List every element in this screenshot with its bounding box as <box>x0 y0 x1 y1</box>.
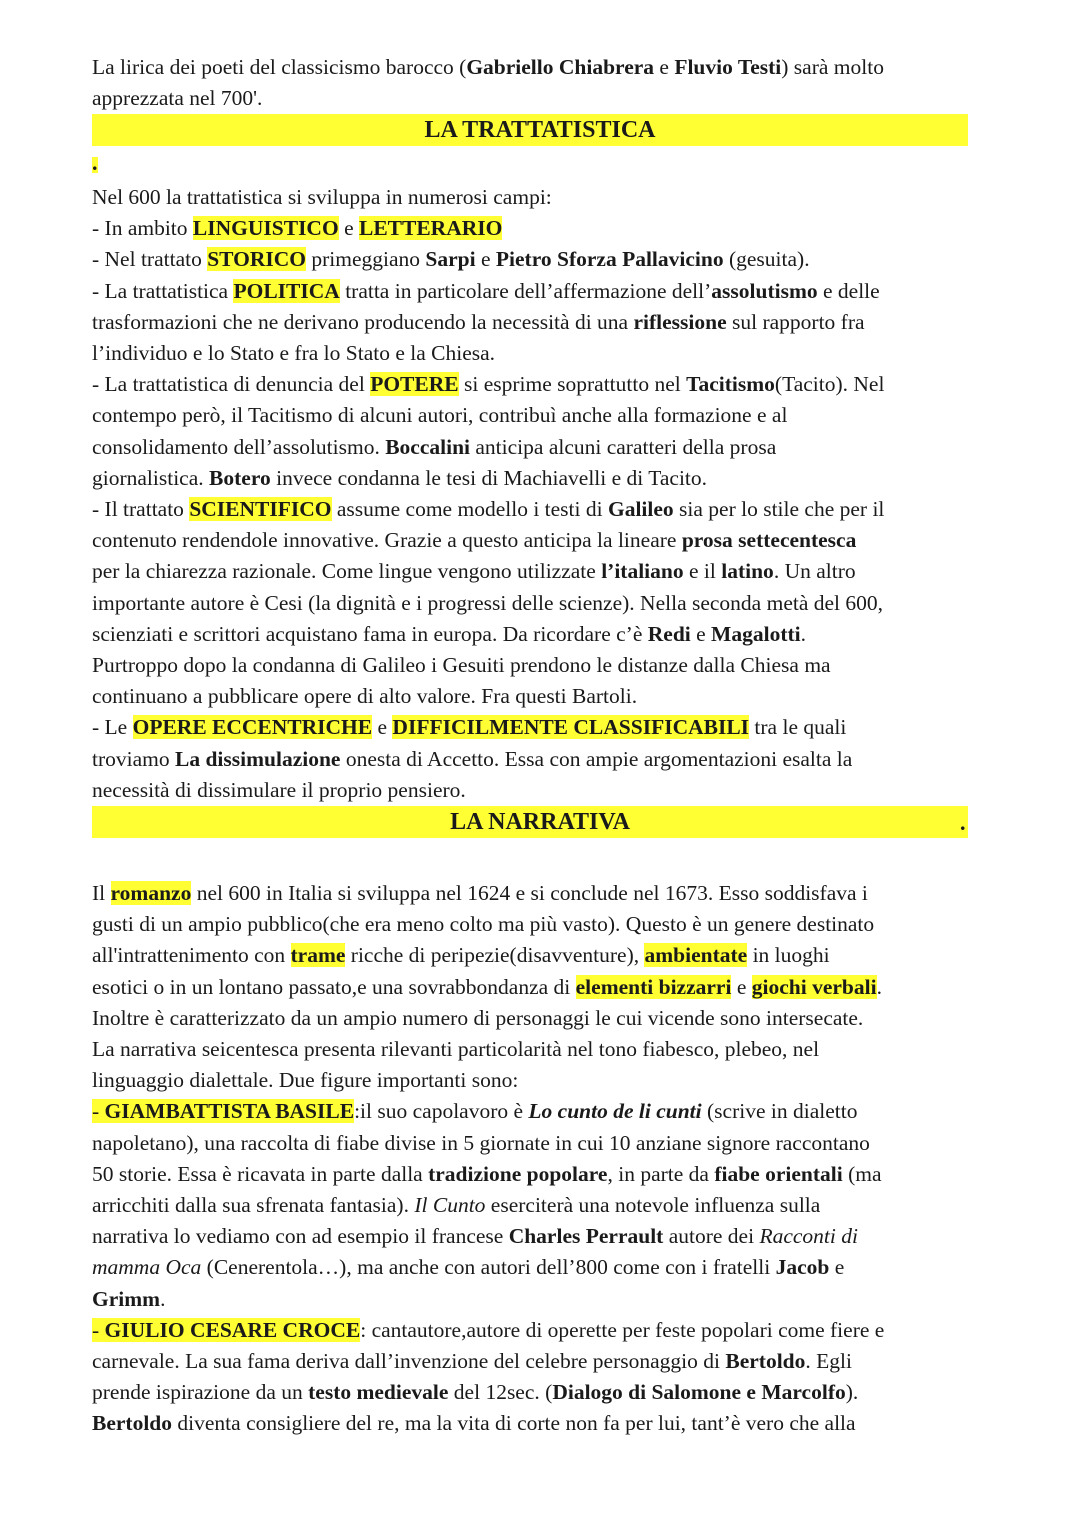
bold-term: Dialogo di Salomone e Marcolfo <box>552 1380 846 1405</box>
text-run: e <box>372 715 393 740</box>
text-run: narrativa lo vediamo con ad esempio il francese <box>92 1224 509 1249</box>
text-run: diventa consigliere del re, ma la vita di corte non fa per lui, tant’è vero che alla <box>172 1411 856 1436</box>
text-run: - Nel trattato <box>92 247 208 272</box>
text-line <box>92 1284 165 1315</box>
text-run: Racconti di <box>759 1224 858 1249</box>
text-run: mamma Oca <box>92 1255 202 1280</box>
bold-term: Tacitismo <box>686 372 775 397</box>
text-run: eserciterà una notevole influenza sulla <box>485 1193 821 1217</box>
highlighted-term: OPERE ECCENTRICHE <box>132 715 373 740</box>
text-line <box>92 276 880 307</box>
bold-term: l’italiano <box>601 559 684 584</box>
text-line <box>92 525 856 556</box>
text-line <box>92 744 852 775</box>
text-run: contempo però, il Tacitismo di alcuni autori, contribuì anche alla formazione e al <box>92 403 788 428</box>
text-run: assume come modello i testi di <box>331 497 608 521</box>
text-run: e <box>338 216 359 241</box>
text-run: arricchiti dalla sua sfrenata fantasia). <box>92 1193 415 1217</box>
text-line <box>92 1190 820 1221</box>
text-run: scienziati e scrittori acquistano fama in europa. Da ricordare c’è <box>92 621 648 646</box>
text-run: per la chiarezza razionale. Come lingue vengono utilizzate <box>92 559 602 584</box>
bold-term: latino <box>721 559 774 584</box>
text-run: tratta in particolare dell’affermazione dell’ <box>339 278 712 303</box>
text-run: in luoghi <box>747 943 830 968</box>
text-run: linguaggio dialettale. Due figure importanti sono: <box>92 1068 519 1093</box>
text-line <box>92 1096 857 1127</box>
highlighted-term: POTERE <box>370 372 459 397</box>
text-run: ). <box>845 1380 859 1405</box>
text-run: Il <box>92 881 111 905</box>
text-run: giornalistica. <box>92 465 210 490</box>
text-run: - La trattatistica <box>92 278 234 303</box>
highlighted-term: SCIENTIFICO <box>189 497 332 521</box>
text-run: prende ispirazione da un <box>92 1380 309 1405</box>
bold-term: Redi <box>647 621 691 646</box>
text-line <box>92 588 883 619</box>
text-run: , in parte da <box>607 1161 715 1186</box>
highlighted-term: LINGUISTICO <box>192 216 339 241</box>
highlighted-term: GIULIO CESARE CROCE <box>104 1317 361 1342</box>
bold-term: tradizione popolare <box>428 1161 608 1186</box>
highlighted-term: trame <box>290 943 346 968</box>
text-run: e <box>475 247 496 272</box>
text-run: e <box>731 974 752 999</box>
text-run: La lirica dei poeti del classicismo barocco ( <box>92 55 467 79</box>
highlighted-term: LETTERARIO <box>358 216 503 241</box>
bold-term: prosa settecentesca <box>681 528 857 553</box>
text-run: . Un altro <box>773 559 856 584</box>
bold-term: Bertoldo <box>725 1349 806 1373</box>
bold-term: assolutismo <box>711 278 818 303</box>
text-run: sul rapporto fra <box>726 309 865 334</box>
text-line <box>92 52 884 83</box>
text-line <box>92 494 884 525</box>
text-run: nel 600 in Italia si sviluppa nel 1624 e si conclude nel 1673. Esso soddisfava i <box>191 881 868 905</box>
text-line <box>92 556 856 587</box>
bold-term: Bertoldo <box>92 1411 173 1436</box>
text-line <box>92 909 874 940</box>
text-run: (Tacito). Nel <box>774 372 885 397</box>
text-run: - Il trattato <box>92 497 190 521</box>
text-line <box>92 307 865 338</box>
bold-term: Sarpi <box>425 247 476 272</box>
text-line <box>92 972 882 1003</box>
text-run: :il suo capolavoro è <box>354 1099 529 1124</box>
text-run: importante autore è Cesi (la dignità e i progressi delle scienze). Nella seconda metà del 600, <box>92 590 884 615</box>
text-line <box>92 182 552 213</box>
bold-term: Gabriello Chiabrera <box>466 55 655 79</box>
text-line <box>92 83 262 114</box>
text-run: contenuto rendendole innovative. Grazie a questo anticipa la lineare <box>92 528 682 553</box>
text-run: - La trattatistica di denuncia del <box>92 372 371 397</box>
text-run: carnevale. La sua fama deriva dall’invenzione del celebre personaggio di <box>92 1349 726 1373</box>
text-line <box>92 400 787 431</box>
text-line <box>92 619 806 650</box>
bold-term: Jacob <box>775 1255 830 1280</box>
text-run: : cantautore,autore di operette per feste popolari come fiere e <box>360 1317 885 1342</box>
text-run: La narrativa seicentesca presenta rilevanti particolarità nel tono fiabesco, plebeo, nel <box>92 1037 820 1061</box>
text-run: troviamo <box>92 746 175 771</box>
text-run: l’individuo e lo Stato e fra lo Stato e la Chiesa. <box>92 341 496 365</box>
text-run: ) sarà molto <box>781 55 884 79</box>
text-line <box>92 1252 844 1283</box>
bold-term: Lo cunto de li cunti <box>528 1099 702 1124</box>
text-line <box>92 775 466 806</box>
bold-term: riflessione <box>633 309 727 334</box>
text-run: trasformazioni che ne derivano producendo la necessità di una <box>92 309 634 334</box>
text-line <box>92 1159 882 1190</box>
highlighted-term: DIFFICILMENTE CLASSIFICABILI <box>392 715 750 740</box>
bold-term: Pietro Sforza Pallavicino <box>495 247 724 272</box>
text-line <box>92 338 495 369</box>
text-line <box>92 1408 856 1439</box>
text-run: . Egli <box>805 1349 852 1373</box>
text-line <box>92 712 846 743</box>
text-line <box>92 369 884 400</box>
text-run: primeggiano <box>306 247 426 272</box>
text-run: autore dei <box>663 1224 760 1249</box>
text-run: e delle <box>817 278 880 303</box>
text-run: Nel 600 la trattatistica si sviluppa in numerosi campi: <box>92 185 552 209</box>
text-line <box>92 1315 884 1346</box>
text-run: - In ambito <box>92 216 193 241</box>
text-line <box>92 1377 858 1408</box>
text-line <box>92 650 831 681</box>
highlighted-term: elementi bizzarri <box>575 974 732 999</box>
text-run: all'intrattenimento con <box>92 943 291 968</box>
text-line <box>92 1065 518 1096</box>
bold-term: Boccalini <box>385 434 471 459</box>
text-line <box>92 244 810 275</box>
text-run: napoletano), una raccolta di fiabe divise in 5 giornate in cui 10 anziane signore raccontano <box>92 1130 870 1155</box>
text-run: (ma <box>842 1161 882 1186</box>
text-run: . <box>800 621 806 646</box>
bold-term: fiabe orientali <box>714 1161 843 1186</box>
text-line <box>92 940 830 971</box>
text-run: 50 storie. Essa è ricavata in parte dalla <box>92 1161 429 1186</box>
text-run: invece condanna le tesi di Machiavelli e di Tacito. <box>270 465 708 490</box>
heading-narrativa <box>0 806 1080 838</box>
text-line <box>92 1003 863 1034</box>
bold-term: Fluvio Testi <box>674 55 782 79</box>
text-run: necessità di dissimulare il proprio pensiero. <box>92 777 466 802</box>
text-run: tra le quali <box>749 715 847 740</box>
text-run: ricche di peripezie(disavventure), <box>345 943 645 968</box>
text-line <box>92 1346 852 1377</box>
bold-term: Charles Perrault <box>508 1224 664 1249</box>
text-run: del 12sec. ( <box>448 1380 553 1405</box>
highlighted-term: - <box>92 1317 105 1342</box>
bold-term: Magalotti <box>711 621 801 646</box>
text-run: anticipa alcuni caratteri della prosa <box>470 434 777 459</box>
text-line <box>92 878 868 909</box>
heading-trattatistica-text: LA TRATTATISTICA <box>424 117 656 143</box>
text-run: e <box>654 55 675 79</box>
text-line <box>92 1221 858 1252</box>
text-run: . <box>160 1286 166 1311</box>
text-run: si esprime soprattutto nel <box>458 372 687 397</box>
text-run: (gesuita). <box>723 247 810 272</box>
text-run: e il <box>683 559 722 584</box>
text-run: e <box>829 1255 845 1280</box>
stray-dot: . <box>92 150 98 175</box>
highlighted-term: ambientate <box>644 943 748 968</box>
text-line <box>92 1034 819 1065</box>
text-run: Inoltre è caratterizzato da un ampio numero di personaggi le cui vicende sono intersecate. <box>92 1005 864 1030</box>
heading-narrativa-text: LA NARRATIVA <box>450 809 630 835</box>
highlighted-term: romanzo <box>110 881 192 905</box>
text-run: consolidamento dell’assolutismo. <box>92 434 386 459</box>
bold-term: testo medievale <box>308 1380 449 1405</box>
text-run: Purtroppo dopo la condanna di Galileo i Gesuiti prendono le distanze dalla Chiesa ma <box>92 653 831 677</box>
text-line <box>92 432 776 463</box>
stray-dot: . <box>960 810 966 835</box>
highlighted-term: STORICO <box>207 247 306 272</box>
bold-term: Botero <box>209 465 271 490</box>
text-run: sia per lo stile che per il <box>673 497 885 521</box>
text-line <box>92 681 637 712</box>
text-run: e <box>690 621 712 646</box>
bold-term: Grimm <box>92 1286 161 1311</box>
text-run: continuano a pubblicare opere di alto valore. Fra questi Bartoli. <box>92 684 638 709</box>
text-line <box>92 463 707 494</box>
text-run: - Le <box>92 715 133 740</box>
bold-term: Galileo <box>607 497 674 521</box>
text-run: esotici o in un lontano passato,e una sovrabbondanza di <box>92 974 576 999</box>
text-run: onesta di Accetto. Essa con ampie argomentazioni esalta la <box>340 746 853 771</box>
bold-term: La dissimulazione <box>175 746 341 771</box>
highlighted-term: giochi verbali <box>751 974 877 999</box>
highlighted-term: GIAMBATTISTA BASILE <box>104 1099 355 1124</box>
highlighted-term: POLITICA <box>233 278 340 303</box>
highlighted-term: - <box>92 1099 105 1124</box>
text-run: . <box>876 974 882 999</box>
text-line <box>92 213 502 244</box>
text-run: apprezzata nel 700'. <box>92 86 263 111</box>
text-run: gusti di un ampio pubblico(che era meno colto ma più vasto). Questo è un genere destinato <box>92 912 875 937</box>
text-run: (Cenerentola…), ma anche con autori dell’800 come con i fratelli <box>201 1255 776 1280</box>
text-line <box>92 1128 870 1159</box>
text-run: Il Cunto <box>414 1193 486 1217</box>
text-run: (scrive in dialetto <box>701 1099 858 1124</box>
heading-trattatistica <box>0 114 1080 146</box>
